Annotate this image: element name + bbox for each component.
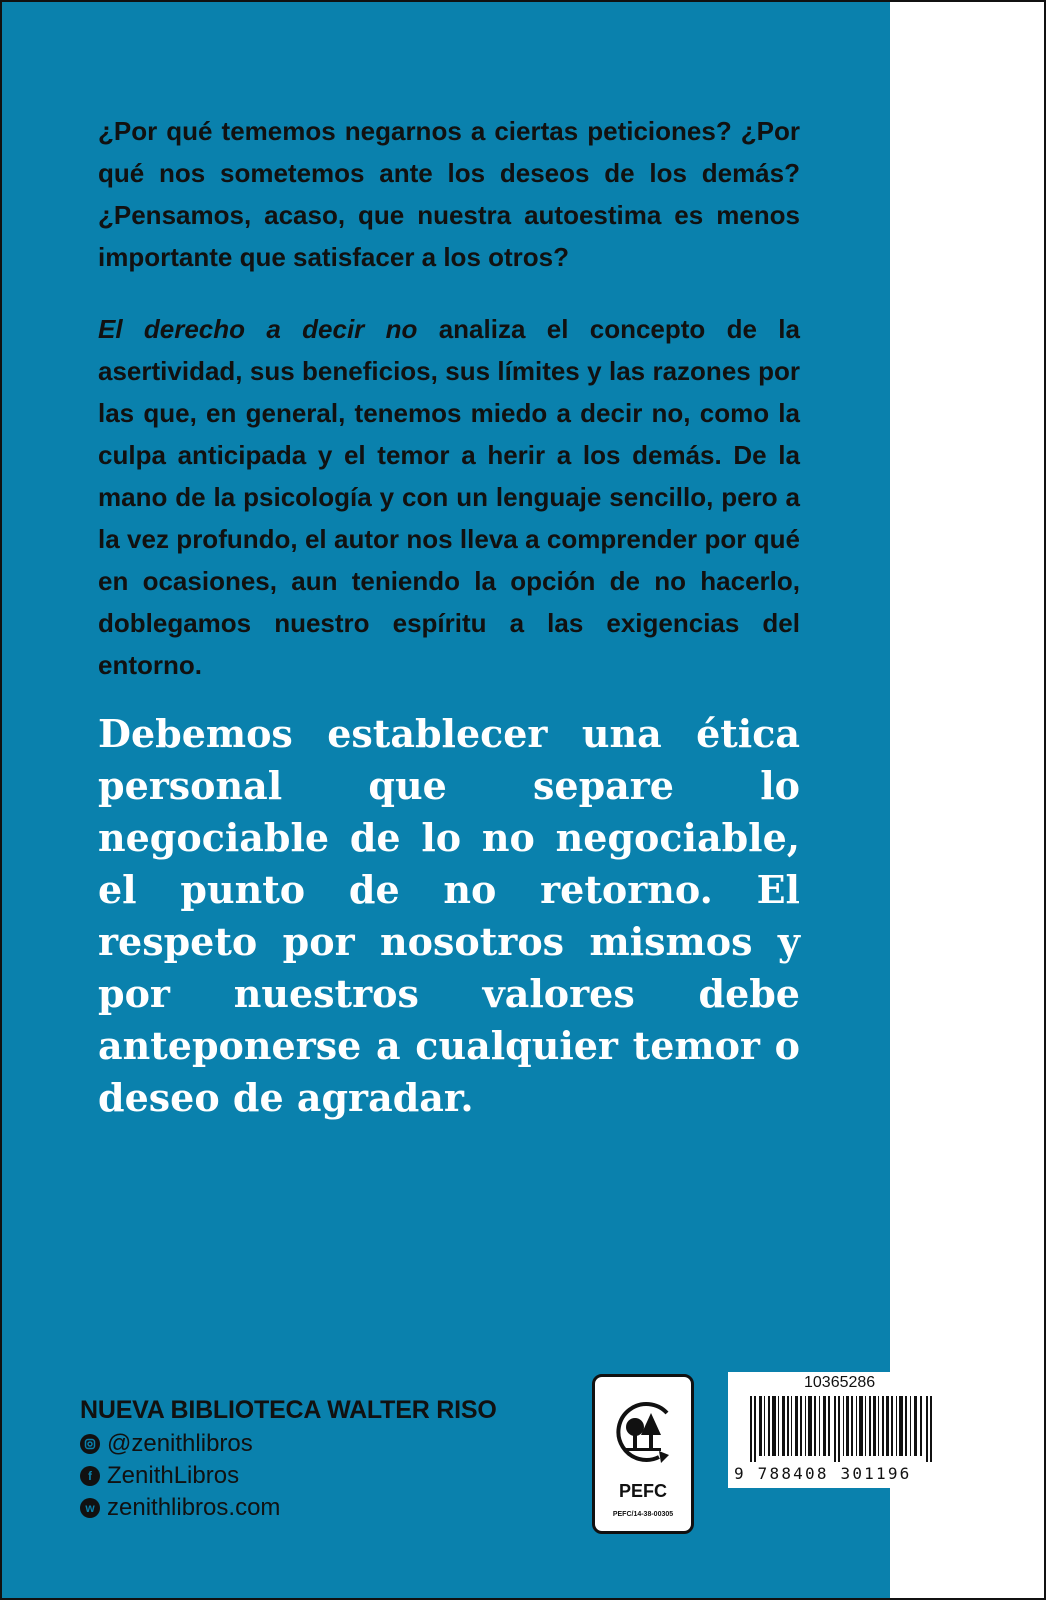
- isbn-number: 9 788408 301196: [734, 1464, 912, 1483]
- blurb-paragraph-2-text: analiza el concepto de la asertividad, sus beneficios, sus límites y las razones por las que, en general, tenemos miedo a decir no, como la culpa anticipada y el temor a herir a los demás. De la mano de la psicología y con un lenguaje sencillo, pero a la vez profundo, el autor nos lleva a comprender por qué en ocasiones, aun teniendo la opción de no hacerlo, doblegamos nuestro espíritu a las exigencias del entorno.: [98, 314, 800, 680]
- instagram-icon: [80, 1434, 100, 1454]
- white-strip: [890, 0, 1046, 1600]
- facebook-icon: f: [80, 1466, 100, 1486]
- blurb-paragraph-2: [98, 308, 800, 686]
- social-facebook: [80, 1462, 239, 1490]
- barcode-bars: [750, 1396, 936, 1462]
- web-icon: w: [80, 1498, 100, 1518]
- collection-name: NUEVA BIBLIOTECA WALTER RISO: [80, 1396, 497, 1424]
- book-title: El derecho a decir no: [98, 314, 418, 344]
- pefc-code: PEFC/14-38-00305: [612, 1511, 674, 1518]
- blurb-paragraph-1: ¿Por qué tememos negarnos a ciertas peticiones? ¿Por qué nos sometemos ante los deseos de los demás? ¿Pensamos, acaso, que nuestra autoestima es menos importante que satisfacer a los otros?: [98, 116, 800, 272]
- social-instagram: [80, 1430, 253, 1458]
- facebook-handle: ZenithLibros: [107, 1462, 240, 1489]
- pull-quote: Debemos establecer una ética personal que separe lo negociable de lo no negociable, el punto de no retorno. El respeto por nosotros mismos y por nuestros valores debe anteponerse a cualquier temor o deseo de agradar.: [98, 711, 800, 1120]
- blurb: [98, 110, 800, 686]
- website: zenithlibros.com: [107, 1494, 281, 1521]
- pefc-label: [592, 1374, 694, 1534]
- instagram-handle: @zenithlibros: [107, 1430, 253, 1457]
- pefc-trees-icon: [609, 1395, 679, 1469]
- barcode-reference: 10365286: [804, 1374, 876, 1391]
- pefc-brand: PEFC: [618, 1481, 667, 1501]
- barcode: [728, 1372, 944, 1488]
- social-web: [80, 1494, 280, 1522]
